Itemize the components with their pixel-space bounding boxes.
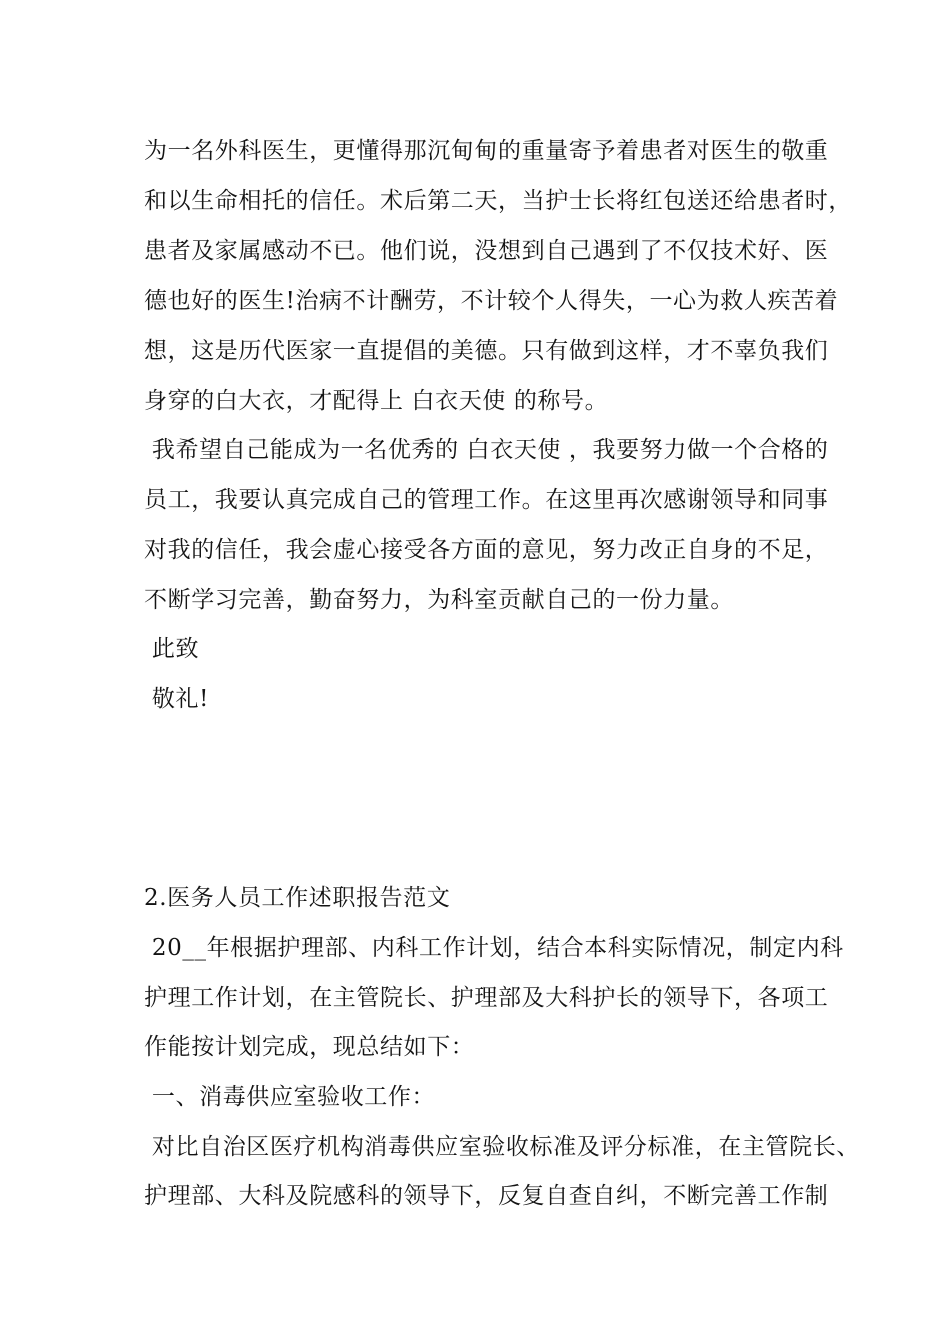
body-text-line: 和以生命相托的信任。术后第二天，当护士长将红包送还给患者时， (144, 188, 852, 214)
closing-salutation: 此致 (144, 636, 200, 662)
body-text-line: 为一名外科医生，更懂得那沉甸甸的重量寄予着患者对医生的敬重 (144, 138, 829, 164)
body-text-line: 20__年根据护理部、内科工作计划，结合本科实际情况，制定内科 (144, 935, 844, 961)
body-text-line: 对我的信任，我会虚心接受各方面的意见，努力改正自身的不足， (144, 537, 829, 563)
body-text-line: 不断学习完善，勤奋努力，为科室贡献自己的一份力量。 (144, 587, 734, 613)
body-text-line: 员工，我要认真完成自己的管理工作。在这里再次感谢领导和同事 (144, 487, 829, 513)
body-text-line: 身穿的白大衣，才配得上 白衣天使 的称号。 (144, 388, 609, 414)
body-text-line: 护理工作计划，在主管院长、护理部及大科护长的领导下，各项工 (144, 985, 829, 1011)
closing-salutation: 敬礼! (144, 686, 209, 712)
subheading: 一、消毒供应室验收工作： (144, 1084, 436, 1110)
body-text-line: 作能按计划完成，现总结如下： (144, 1034, 475, 1060)
body-text-line: 对比自治区医疗机构消毒供应室验收标准及评分标准，在主管院长、 (144, 1134, 860, 1160)
body-text-line: 德也好的医生!治病不计酬劳，不计较个人得失，一心为救人疾苦着 (144, 288, 839, 314)
section-title: 2.医务人员工作述职报告范文 (144, 885, 451, 911)
body-text-line: 护理部、大科及院感科的领导下，反复自查自纠，不断完善工作制 (144, 1183, 829, 1209)
body-text-line: 想，这是历代医家一直提倡的美德。只有做到这样，才不辜负我们 (144, 338, 829, 364)
body-text-line: 患者及家属感动不已。他们说，没想到自己遇到了不仅技术好、医 (144, 238, 829, 264)
body-text-line: 我希望自己能成为一名优秀的 白衣天使 ，我要努力做一个合格的 (144, 437, 829, 463)
